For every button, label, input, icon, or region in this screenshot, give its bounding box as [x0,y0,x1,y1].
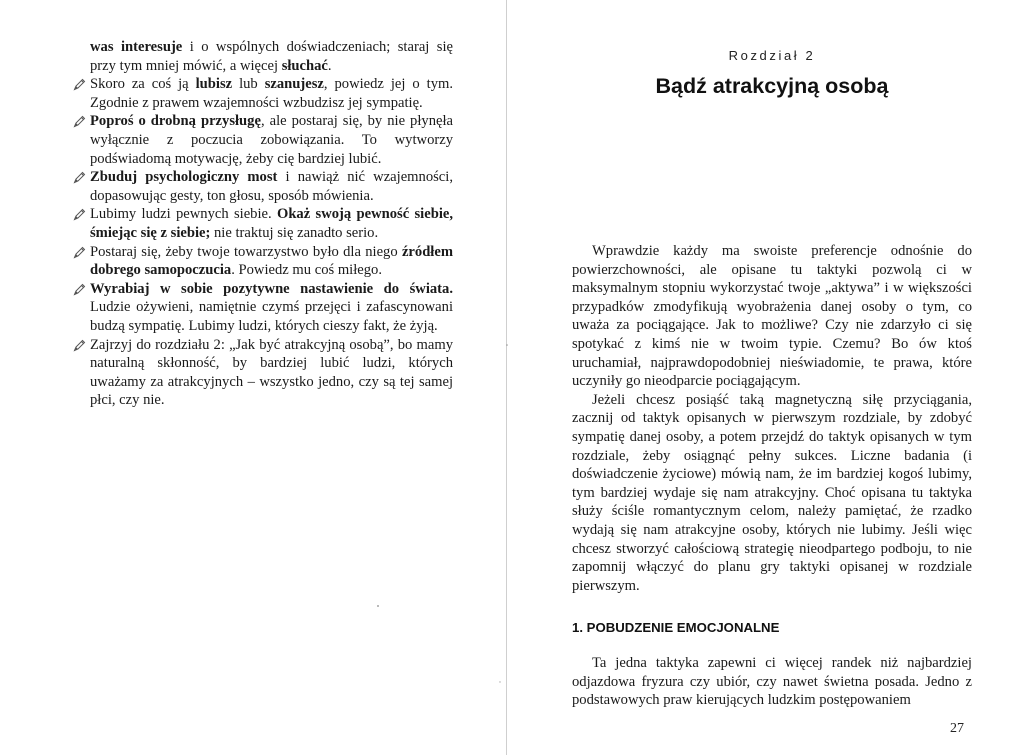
section-heading: 1. POBUDZENIE EMOCJONALNE [572,620,780,635]
item-bold: źródłem dobrego samopoczucia [90,243,453,279]
item-text: Zajrzyj do rozdziału 2: „Jak być atrakcyjną osobą”, bo mamy naturalną skłonność, by bardziej lubić ludzi, których uważamy za atrakcyjnych – wszystko jedno, czy są tej samej płci, czy nie. [90,336,453,409]
intro-bold-1: was interesuje [90,39,183,55]
list-item [75,112,453,168]
pencil-icon [73,208,86,221]
page-divider [506,0,507,755]
item-text: nie traktuj się zanadto serio. [210,224,379,241]
pencil-icon [73,171,86,184]
item-text: Skoro za coś ją [90,76,196,93]
intro-text-1: i o wspólnych doświadczeniach; staraj się przy tym mniej mówić, a więcej [90,39,453,74]
section-text [572,654,972,710]
item-text: lub [232,76,265,93]
list-item [75,168,453,205]
chapter-label: Rozdział 2 [728,48,816,63]
item-text: Lubimy ludzi pewnych siebie. [90,206,277,223]
list-item [75,75,453,112]
item-bold: Okaż swoją pewność siebie, śmiejąc się z siebie; [90,206,453,241]
pencil-icon [73,246,86,259]
pencil-icon [73,339,86,352]
intro-paragraph [75,38,453,75]
body-paragraph: Jeżeli chcesz posiąść taką magnetyczną siłę przyciągania, zacznij od taktyk opisanych w pierwszym rozdziale, by zdobyć sympatię danej osoby, a potem przejdź do taktyk opisanych w tym rozdziale, żeby osiągnąć pełny sukces. Liczne badania (i doświadczenie życiowe) mówią nam, że im bardziej kogoś lubimy, tym bardziej wydaje się nam atrakcyjny. Choć opisana tu taktyka służy ściśle romantycznym celom, należy pamiętać, że rzadko wydają się nam atrakcyjne osoby, których nie lubimy. Jeśli więc chcesz stworzyć całościową strategię nieodpartego podboju, to nie zapomnij włączyć do planu gry taktyki opisanej w rozdziale pierwszym. [572,391,972,594]
list-item [75,280,453,336]
intro-text-2: . [327,57,332,74]
left-page-text [75,38,453,410]
item-text: , powiedz jej o tym. Zgodnie z prawem wzajemności wzbudzisz jej sympatię. [90,76,454,111]
item-text: . Powiedz mu coś miłego. [231,262,383,279]
item-bold: Zbuduj psychologiczny most [90,169,278,186]
pencil-icon [73,78,86,91]
intro-bold-2: słuchać [281,57,328,74]
item-bold: szanujesz [264,76,324,93]
item-text: Ludzie ożywieni, namiętnie czymś przejęci i zafascynowani budzą sympatię. Lubimy ludzi, których cieszy fakt, że żyją. [90,299,453,334]
chapter-intro [572,242,972,595]
chapter-title: Bądź atrakcyjną osobą [655,74,889,98]
item-text: i nawiąż nić wzajemności, dopasowując gesty, ton głosu, sposób mówienia. [90,169,453,204]
item-text: Postaraj się, żeby twoje towarzystwo było dla niego [90,243,402,260]
pencil-icon [73,283,86,296]
list-item [75,243,453,280]
section-paragraph: Ta jedna taktyka zapewni ci więcej randek niż najbardziej odjazdowa fryzura czy ubiór, czy nawet świetna posada. Jedno z podstawowych praw kierujących ludzkim postępowaniem [572,655,972,709]
item-bold: Wyrabiaj w sobie pozytywne nastawienie do świata. [90,280,453,297]
list-item [75,336,453,410]
item-text: , ale postaraj się, by nie płynęła wyłącznie z poczucia zobowiązania. To wytworzy podświadomą motywację, żeby cię bardziej lubić. [90,113,453,167]
item-bold: Poproś o drobną przysługę [90,113,261,130]
list-item [75,205,453,242]
body-paragraph: Wprawdzie każdy ma swoiste preferencje odnośnie do powierzchowności, ale opisane tu taktyki pozwolą ci w maksymalnym stopniu wykorzystać twoje „aktywa” i w większości przypadków zmodyfikują wyobrażenia danej osoby o tym, co uważa za pociągające. Jak to możliwe? Czy nie zdarzyło ci się spotykać z kimś nie w twoim typie. Czemu? Bo ów ktoś uruchamiał, najprawdopodobniej nieświadomie, te prawa, które uczyniły go nieodparcie pociągającym. [572,243,972,390]
page-number: 27 [950,721,964,736]
item-bold: lubisz [195,76,233,93]
pencil-icon [73,115,86,128]
tips-list [75,75,453,410]
